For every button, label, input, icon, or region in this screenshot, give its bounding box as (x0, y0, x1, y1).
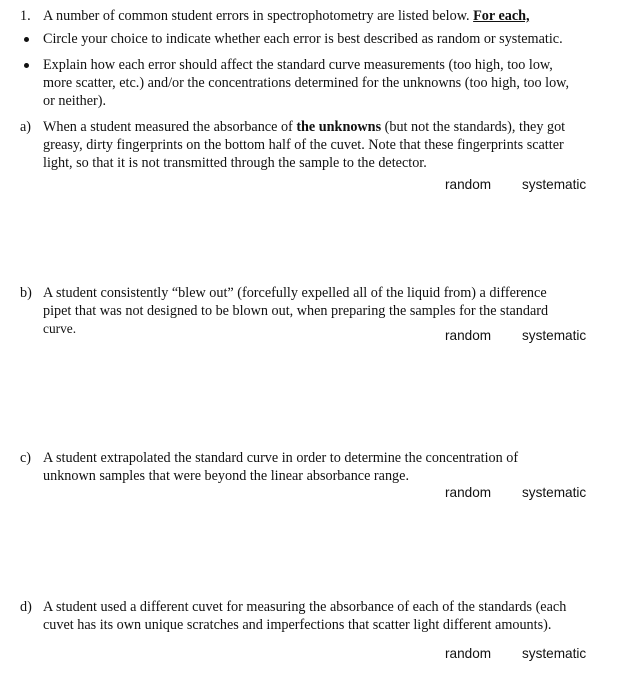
question-number: 1. (20, 8, 31, 24)
part-a-text-line (43, 118, 565, 137)
choice-systematic[interactable]: systematic (522, 485, 587, 500)
part-a-text-segment: (but not the standards), they got (381, 119, 566, 135)
part-label: d) (20, 599, 32, 615)
part-d-text-line: A student used a different cuvet for measuring the absorbance of each of the standards (each (43, 599, 567, 615)
part-d-text-line: cuvet has its own unique scratches and imperfections that scatter light different amounts). (43, 617, 552, 633)
choice-systematic[interactable]: systematic (522, 646, 587, 661)
bullet-instruction-explain-line: more scatter, etc.) and/or the concentrations determined for the unknowns (too high, too low, (43, 75, 570, 91)
part-label: c) (20, 450, 32, 466)
part-a-text-line: light, so that it is not transmitted through the sample to the detector. (43, 155, 427, 171)
part-b-text-line: curve. (43, 321, 77, 336)
bullet-instruction-explain-line: or neither). (43, 93, 107, 109)
choice-random[interactable]: random (445, 485, 492, 500)
question-intro-text: A number of common student errors in spectrophotometry are listed below. (43, 8, 470, 24)
choice-systematic[interactable]: systematic (522, 328, 587, 343)
bullet-instruction-circle: Circle your choice to indicate whether each error is best described as random or systematic. (43, 31, 563, 47)
part-c-text-line: A student extrapolated the standard curve in order to determine the concentration of (43, 450, 519, 466)
choice-random[interactable]: random (445, 328, 492, 343)
part-b-text-line: pipet that was not designed to be blown out, when preparing the samples for the standard (43, 303, 549, 319)
part-a-emphasis: the unknowns (296, 119, 382, 135)
part-a-text-segment: When a student measured the absorbance of (43, 119, 297, 135)
part-label: b) (20, 285, 32, 301)
bullet-dot (24, 37, 29, 42)
choice-systematic[interactable]: systematic (522, 177, 587, 192)
part-a-text-line: greasy, dirty fingerprints on the bottom half of the cuvet. Note that these fingerprints scatter (43, 137, 564, 153)
part-label: a) (20, 119, 32, 135)
question-intro-emphasis: For each, (473, 8, 530, 24)
part-b-text-line: A student consistently “blew out” (forcefully expelled all of the liquid from) a difference (43, 285, 547, 301)
question-intro (43, 7, 530, 26)
choice-random[interactable]: random (445, 646, 492, 661)
choice-random[interactable]: random (445, 177, 492, 192)
bullet-instruction-explain-line: Explain how each error should affect the standard curve measurements (too high, too low, (43, 57, 553, 73)
part-c-text-line: unknown samples that were beyond the linear absorbance range. (43, 468, 409, 484)
bullet-dot (24, 63, 29, 68)
